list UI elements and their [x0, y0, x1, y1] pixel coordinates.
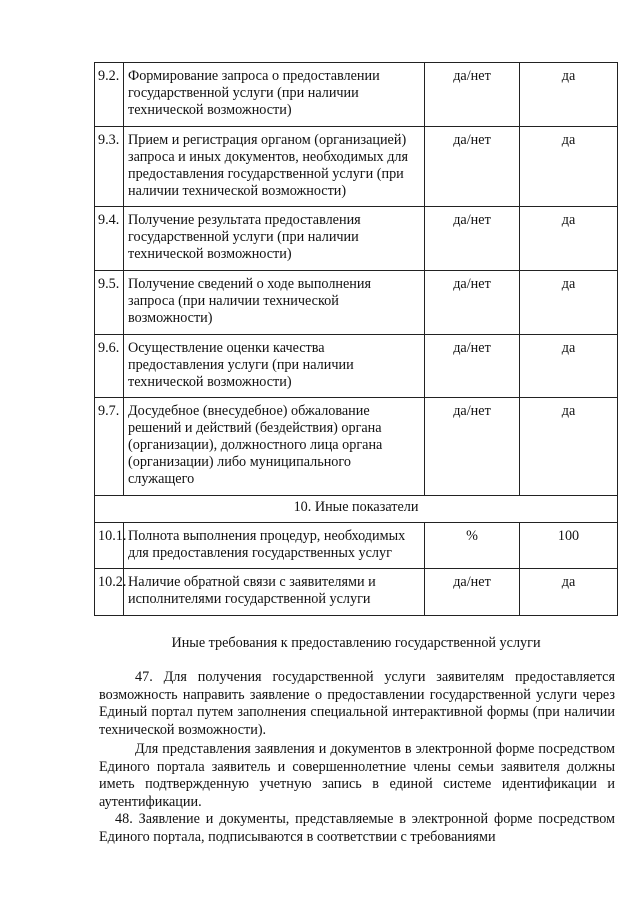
- normative-value: да: [520, 335, 618, 398]
- unit: да/нет: [425, 63, 520, 127]
- normative-value: да: [520, 207, 618, 271]
- normative-value: да: [520, 127, 618, 207]
- indicator-name: Осуществление оценки качества предоставления услуги (при наличии технической возможности): [124, 335, 425, 398]
- row-number: 10.2.: [95, 569, 124, 616]
- paragraph: [99, 741, 615, 811]
- row-number: 9.2.: [95, 63, 124, 127]
- paragraph-text: Для представления заявления и документов в электронной форме посредством Единого портала заявитель и совершеннолетние члены семьи заявителя должны иметь подтвержденную учетную запись в единой системе идентификации и аутентификации.: [99, 741, 615, 810]
- row-number: 9.6.: [95, 335, 124, 398]
- normative-value: да: [520, 398, 618, 496]
- indicator-name: Формирование запроса о предоставлении государственной услуги (при наличии технической возможности): [124, 63, 425, 127]
- unit: да/нет: [425, 398, 520, 496]
- unit: да/нет: [425, 127, 520, 207]
- indicator-name: Наличие обратной связи с заявителями и исполнителями государственной услуги: [124, 569, 425, 616]
- section-heading: Иные требования к предоставлению государственной услуги: [171, 635, 541, 651]
- paragraph-text: 48. Заявление и документы, представляемые в электронной форме посредством Единого портала, подписываются в соответствии с требованиями: [99, 811, 615, 845]
- table-row: [95, 63, 618, 127]
- row-number: 9.7.: [95, 398, 124, 496]
- unit: да/нет: [425, 207, 520, 271]
- normative-value: да: [520, 569, 618, 616]
- unit: да/нет: [425, 271, 520, 335]
- indicator-name: Прием и регистрация органом (организацией) запроса и иных документов, необходимых для предоставления государственной услуги (при наличии технической возможности): [124, 127, 425, 207]
- indicator-name: Полнота выполнения процедур, необходимых для предоставления государственных услуг: [124, 523, 425, 569]
- indicators-table: [94, 62, 618, 616]
- row-number: 10.1.: [95, 523, 124, 569]
- indicator-name: Получение сведений о ходе выполнения запроса (при наличии технической возможности): [124, 271, 425, 335]
- indicator-name: Досудебное (внесудебное) обжалование решений и действий (бездействия) органа (организации), должностного лица органа (организации) либо муниципального служащего: [124, 398, 425, 496]
- unit: да/нет: [425, 569, 520, 616]
- indicator-name: Получение результата предоставления государственной услуги (при наличии технической возможности): [124, 207, 425, 271]
- normative-value: 100: [520, 523, 618, 569]
- unit: да/нет: [425, 335, 520, 398]
- paragraph: [99, 669, 615, 739]
- paragraph: [99, 811, 615, 846]
- table-row: [95, 523, 618, 569]
- table-row: [95, 207, 618, 271]
- table-row: [95, 569, 618, 616]
- table-row: [95, 335, 618, 398]
- unit: %: [425, 523, 520, 569]
- row-number: 9.4.: [95, 207, 124, 271]
- paragraph-text: 47. Для получения государственной услуги заявителям предоставляется возможность направить заявление о предоставлении государственной услуги через Единый портал путем заполнения специальной интерактивной формы (при наличии технической возможности).: [99, 669, 615, 738]
- table-row: [95, 271, 618, 335]
- normative-value: да: [520, 271, 618, 335]
- section-row: [95, 496, 618, 523]
- normative-value: да: [520, 63, 618, 127]
- row-number: 9.3.: [95, 127, 124, 207]
- section-title: 10. Иные показатели: [95, 496, 618, 523]
- row-number: 9.5.: [95, 271, 124, 335]
- table-row: [95, 127, 618, 207]
- table-row: [95, 398, 618, 496]
